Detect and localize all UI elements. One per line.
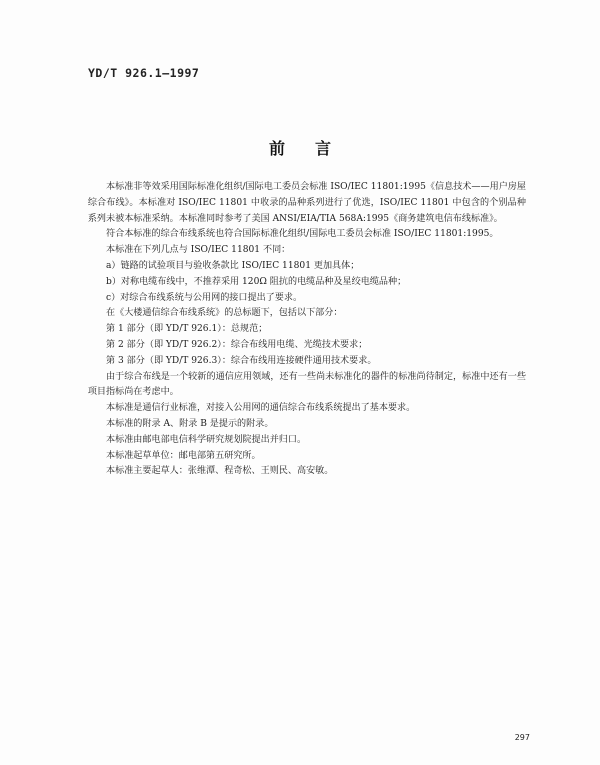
paragraph: 本标准起草单位：邮电部第五研究所。	[106, 450, 261, 461]
list-item: 第 1 部分（即 YD/T 926.1）：总规范；	[106, 324, 268, 335]
list-item: a）链路的试验项目与验收条款比 ISO/IEC 11801 更加具体；	[106, 260, 360, 271]
paragraph: 本标准非等效采用国际标准化组织/国际电工委员会标准 ISO/IEC 11801:1995《信息技术——用户房屋综合布线》。本标准对 ISO/IEC 11801 中收录的品种系列进行了优选，ISO/IEC 11801 中包含的个别品种系列未被本标准采纳。本标准同时参考了美国 ANSI/EIA/TIA 568A:1995《商务建筑电信布线标准》。	[87, 182, 526, 224]
paragraph: 本标准是通信行业标准，对接入公用网的通信综合布线系统提出了基本要求。	[106, 403, 416, 414]
paragraph: 在《大楼通信综合布线系统》的总标题下，包括以下部分：	[106, 308, 343, 319]
page-number: 297	[514, 733, 530, 742]
list-item: c）对综合布线系统与公用网的接口提出了要求。	[106, 292, 303, 303]
list-item: 第 2 部分（即 YD/T 926.2）：综合布线用电缆、光缆技术要求；	[106, 339, 368, 350]
document-code: YD/T 926.1—1997	[88, 66, 200, 80]
paragraph: 本标准由邮电部电信科学研究规划院提出并归口。	[106, 434, 307, 445]
list-item: b）对称电缆布线中，不推荐采用 120Ω 阻抗的电缆品种及星绞电缆品种；	[106, 276, 407, 287]
paragraph: 符合本标准的综合布线系统也符合国际标准化组织/国际电工委员会标准 ISO/IEC 11801:1995。	[106, 229, 499, 240]
document-body	[87, 180, 526, 480]
list-item: 第 3 部分（即 YD/T 926.3）：综合布线用连接硬件通用技术要求。	[106, 355, 377, 366]
paragraph: 由于综合布线是一个较新的通信应用领域，还有一些尚未标准化的器件的标准尚待制定，标准中还有一些项目指标尚在考虑中。	[87, 371, 526, 398]
paragraph: 本标准主要起草人：张维潭、程奇松、王则民、高安敏。	[106, 466, 334, 477]
paragraph: 本标准在下列几点与 ISO/IEC 11801 不同：	[106, 245, 291, 256]
page-title: 前言	[268, 139, 361, 158]
paragraph: 本标准的附录 A、附录 B 是提示的附录。	[106, 418, 274, 429]
